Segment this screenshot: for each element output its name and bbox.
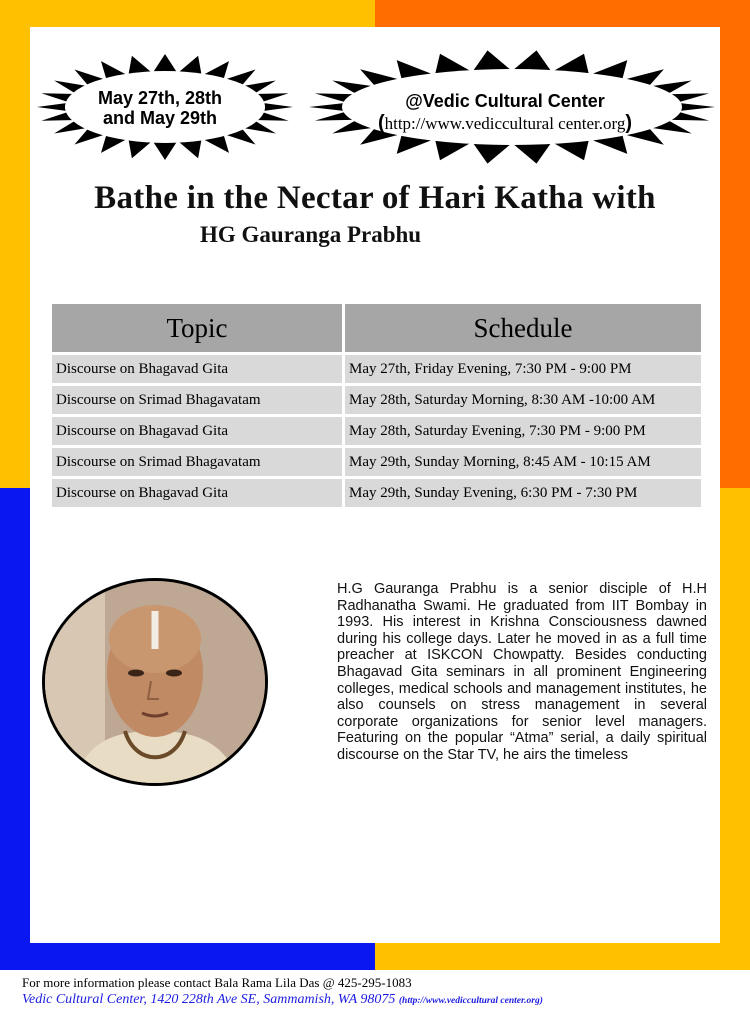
- subheadline: HG Gauranga Prabhu: [200, 222, 422, 247]
- schedule-header-row: [52, 304, 701, 352]
- dates-line-2: and May 29th: [102, 108, 218, 128]
- table-row: [52, 479, 701, 507]
- schedule-cell: May 29th, Sunday Evening, 6:30 PM - 7:30 PM: [345, 479, 701, 507]
- paren-open: (: [377, 112, 385, 134]
- speaker-photo-frame: [42, 578, 268, 786]
- topic-cell: Discourse on Srimad Bhagavatam: [52, 386, 342, 414]
- paren-close: ): [625, 112, 633, 134]
- schedule-header: Schedule: [345, 304, 701, 352]
- event-dates: [60, 88, 260, 128]
- table-row: [52, 355, 701, 383]
- schedule-cell: May 27th, Friday Evening, 7:30 PM - 9:00 PM: [345, 355, 701, 383]
- speaker-bio: H.G Gauranga Prabhu is a senior disciple of H.H Radhanatha Swami. He graduated from IIT Bombay in 1993. His interest in Krishna Consciousness dawned during his college days. Later he moved in as a full time preacher at ISKCON Chowpatty. Besides conducting Bhagavad Gita seminars in all prominent Engineering colleges, medical schools and management institutes, he also counsels on stress management in several corporate organizations for senior level managers. Featuring on the popular “Atma” serial, a daily spiritual discourse on the Star TV, he airs the timeless: [337, 581, 707, 763]
- headline: Bathe in the Nectar of Hari Katha with: [94, 180, 656, 216]
- venue-url[interactable]: http://www.vediccultural center.org: [384, 114, 626, 133]
- topic-cell: Discourse on Bhagavad Gita: [52, 417, 342, 445]
- dates-line-1: May 27th, 28th: [97, 88, 223, 108]
- topic-cell: Discourse on Bhagavad Gita: [52, 355, 342, 383]
- schedule-table: [49, 301, 704, 510]
- schedule-cell: May 28th, Saturday Evening, 7:30 PM - 9:00 PM: [345, 417, 701, 445]
- footer-contact: For more information please contact Bala Rama Lila Das @ 425-295-1083: [22, 975, 412, 990]
- table-row: [52, 448, 701, 476]
- topic-header: Topic: [52, 304, 342, 352]
- topic-cell: Discourse on Srimad Bhagavatam: [52, 448, 342, 476]
- footer-address: [22, 992, 543, 1008]
- table-row: [52, 417, 701, 445]
- venue-info: [330, 90, 680, 135]
- venue-url-line: [330, 112, 680, 135]
- venue-name: @Vedic Cultural Center: [405, 91, 605, 111]
- speaker-photo: [45, 581, 265, 783]
- speaker-portrait-icon: [45, 581, 265, 783]
- schedule-cell: May 28th, Saturday Morning, 8:30 AM -10:00 AM: [345, 386, 701, 414]
- footer-url[interactable]: (http://www.vediccultural center.org): [398, 996, 543, 1006]
- topic-cell: Discourse on Bhagavad Gita: [52, 479, 342, 507]
- schedule-cell: May 29th, Sunday Morning, 8:45 AM - 10:15 AM: [345, 448, 701, 476]
- table-row: [52, 386, 701, 414]
- footer-address-text: Vedic Cultural Center, 1420 228th Ave SE, Sammamish, WA 98075: [22, 992, 396, 1007]
